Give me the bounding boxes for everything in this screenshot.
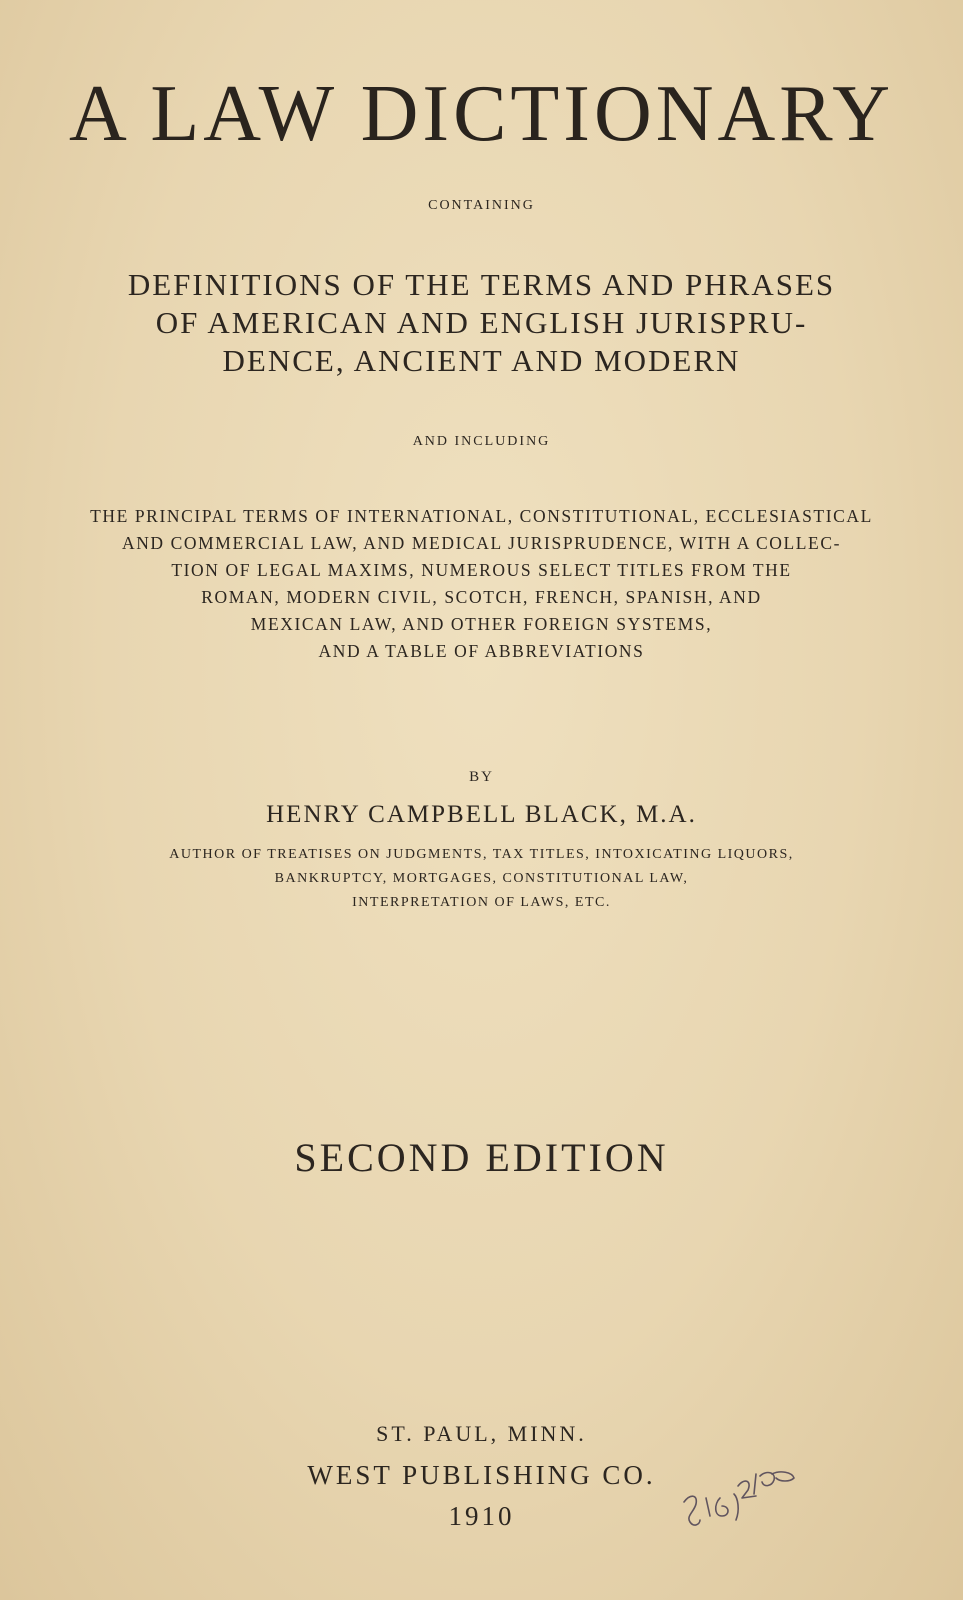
- principal-terms-block: [0, 503, 963, 665]
- principal-line: AND COMMERCIAL LAW, AND MEDICAL JURISPRUDENCE, WITH A COLLEC-: [121, 533, 842, 553]
- definitions-line: OF AMERICAN AND ENGLISH JURISPRU-: [155, 305, 808, 340]
- definitions-line: DENCE, ANCIENT AND MODERN: [222, 343, 741, 378]
- including-label: AND INCLUDING: [412, 434, 551, 449]
- edition-label: SECOND EDITION: [294, 1135, 669, 1180]
- book-title: A LAW DICTIONARY: [69, 70, 894, 158]
- author-works-line: INTERPRETATION OF LAWS, ETC.: [352, 895, 611, 910]
- principal-line: ROMAN, MODERN CIVIL, SCOTCH, FRENCH, SPANISH, AND: [201, 587, 762, 607]
- author-works-line: BANKRUPTCY, MORTGAGES, CONSTITUTIONAL LAW,: [274, 871, 689, 886]
- principal-line: TION OF LEGAL MAXIMS, NUMEROUS SELECT TITLES FROM THE: [171, 560, 792, 580]
- handwritten-annotation-icon: [676, 1464, 826, 1544]
- definitions-block: [0, 266, 963, 380]
- principal-line: MEXICAN LAW, AND OTHER FOREIGN SYSTEMS,: [250, 614, 713, 634]
- principal-line: THE PRINCIPAL TERMS OF INTERNATIONAL, CONSTITUTIONAL, ECCLESIASTICAL: [90, 506, 873, 526]
- publication-place: ST. PAUL, MINN.: [376, 1421, 587, 1446]
- definitions-line: DEFINITIONS OF THE TERMS AND PHRASES: [127, 267, 836, 302]
- principal-line: AND A TABLE OF ABBREVIATIONS: [318, 641, 645, 661]
- author-works-block: [0, 843, 963, 915]
- author-works-line: AUTHOR OF TREATISES ON JUDGMENTS, TAX TITLES, INTOXICATING LIQUORS,: [169, 847, 794, 862]
- containing-label: CONTAINING: [428, 198, 535, 213]
- author-name: HENRY CAMPBELL BLACK, M.A.: [266, 801, 697, 828]
- publication-year: 1910: [448, 1501, 515, 1531]
- by-label: BY: [469, 769, 494, 785]
- publisher-name: WEST PUBLISHING CO.: [307, 1460, 656, 1490]
